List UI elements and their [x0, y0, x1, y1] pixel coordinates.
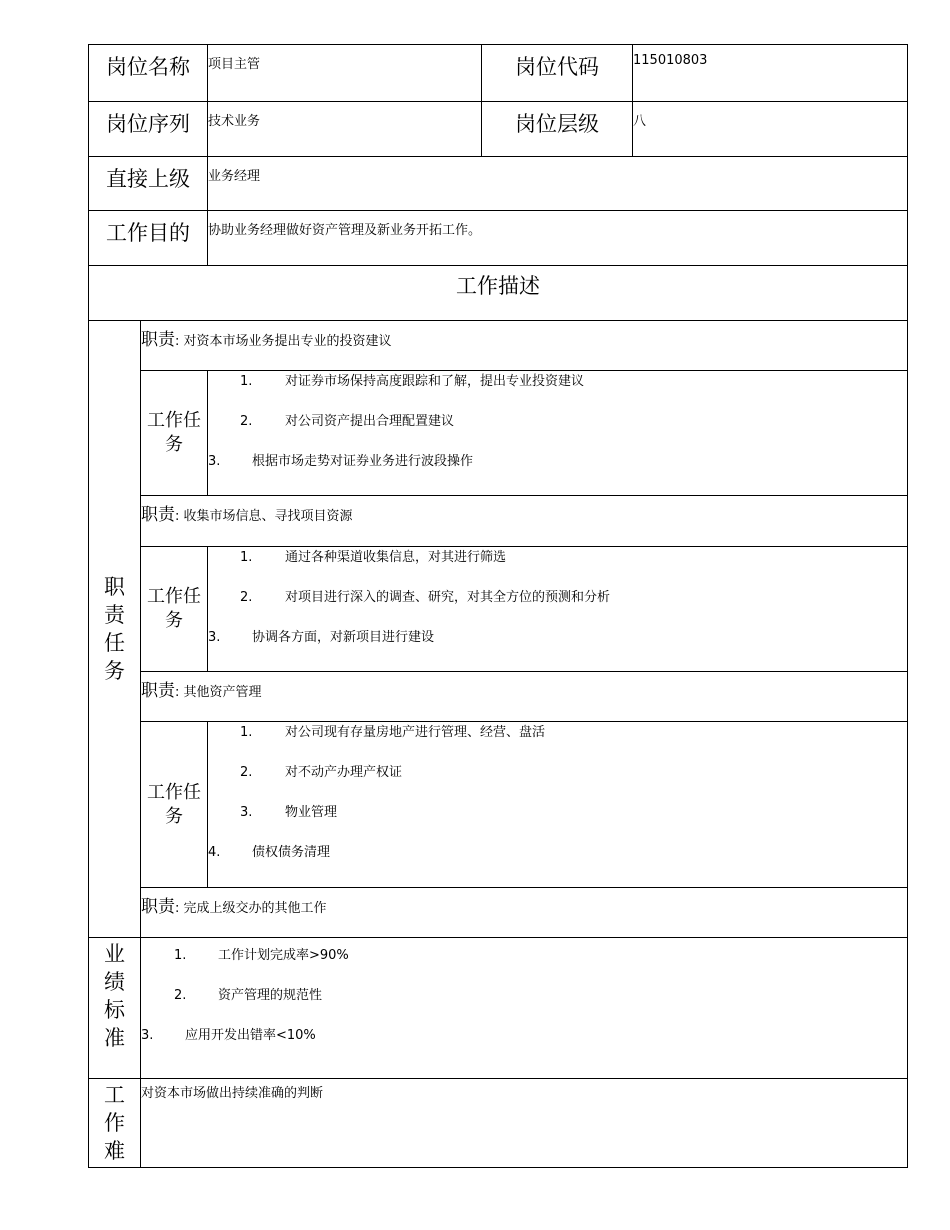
list-item	[208, 765, 907, 805]
task-text: 对公司现有存量房地产进行管理、经营、盘活	[285, 725, 546, 740]
task-text: 对公司资产提出合理配置建议	[285, 414, 455, 429]
list-item	[208, 550, 907, 590]
list-item	[141, 948, 907, 988]
task-label	[141, 722, 208, 888]
duty-row	[89, 321, 908, 371]
difficulty-label	[89, 1079, 141, 1168]
duty-prefix: 职责	[141, 505, 175, 525]
list-item	[208, 630, 907, 670]
task-label-line: 工作任	[147, 781, 201, 803]
task-text: 对项目进行深入的调查、研究，对其全方位的预测和分析	[285, 590, 611, 605]
performance-text: 工作计划完成率>90%	[218, 948, 349, 963]
position-name-label: 岗位名称	[89, 45, 208, 102]
list-item	[208, 374, 907, 414]
list-item	[208, 414, 907, 454]
performance-number: 1.	[174, 948, 187, 963]
description-title-row	[89, 266, 908, 321]
task-list-1	[208, 371, 908, 496]
header-row-2	[89, 102, 908, 157]
task-row	[89, 547, 908, 672]
duty-title: : 其他资产管理	[175, 685, 262, 700]
task-number: 3.	[208, 454, 221, 469]
sequence-value: 技术业务	[208, 102, 482, 157]
list-item	[141, 1028, 907, 1068]
duties-section-label	[89, 321, 141, 938]
duty-3	[141, 672, 908, 722]
task-label-line: 务	[165, 434, 183, 455]
superior-label: 直接上级	[89, 157, 208, 211]
duty-prefix: 职责	[141, 681, 175, 701]
difficulty-label-char: 作	[104, 1111, 125, 1135]
level-label: 岗位层级	[482, 102, 633, 157]
difficulty-text: 对资本市场做出持续准确的判断	[141, 1079, 908, 1168]
task-text: 债权债务清理	[252, 845, 331, 860]
sequence-label: 岗位序列	[89, 102, 208, 157]
task-list-3	[208, 722, 908, 888]
duty-4	[141, 888, 908, 938]
performance-number: 2.	[174, 988, 187, 1003]
task-number: 2.	[240, 765, 253, 780]
list-item	[208, 805, 907, 845]
task-number: 3.	[240, 805, 253, 820]
purpose-value: 协助业务经理做好资产管理及新业务开拓工作。	[208, 211, 908, 266]
task-label-line: 工作任	[147, 586, 201, 607]
task-number: 2.	[240, 414, 253, 429]
description-title: 工作描述	[89, 266, 908, 321]
task-number: 1.	[240, 725, 253, 740]
level-value: 八	[633, 102, 908, 157]
duty-row	[89, 672, 908, 722]
list-item	[141, 988, 907, 1028]
performance-list	[141, 938, 908, 1079]
task-number: 2.	[240, 590, 253, 605]
list-item	[208, 454, 907, 494]
task-number: 1.	[240, 374, 253, 389]
duty-1	[141, 321, 908, 371]
list-item	[208, 590, 907, 630]
task-text: 物业管理	[285, 805, 338, 820]
task-row	[89, 722, 908, 888]
difficulty-label-char: 难	[104, 1139, 125, 1163]
task-text: 根据市场走势对证券业务进行波段操作	[252, 454, 474, 469]
task-text: 对不动产办理产权证	[285, 765, 403, 780]
duty-prefix: 职责	[141, 330, 175, 350]
performance-label	[89, 938, 141, 1079]
duties-label-char: 任	[104, 631, 125, 655]
duties-label-char: 职	[104, 575, 125, 599]
duties-label-char: 责	[104, 603, 125, 627]
task-number: 4.	[208, 845, 221, 860]
duty-title: : 收集市场信息、寻找项目资源	[175, 509, 353, 524]
task-text: 通过各种渠道收集信息，对其进行筛选	[285, 550, 507, 565]
task-label-line: 务	[165, 805, 183, 827]
duty-prefix: 职责	[141, 897, 175, 917]
task-list-2	[208, 547, 908, 672]
position-code-label: 岗位代码	[482, 45, 633, 102]
task-row	[89, 371, 908, 496]
task-label	[141, 547, 208, 672]
position-code-value: 115010803	[633, 45, 908, 102]
duty-row	[89, 496, 908, 547]
difficulty-label-char: 工	[104, 1083, 125, 1107]
list-item	[208, 725, 907, 765]
task-label-line: 务	[165, 610, 183, 631]
superior-value: 业务经理	[208, 157, 908, 211]
performance-label-char: 业	[104, 942, 125, 966]
purpose-label: 工作目的	[89, 211, 208, 266]
duty-title: : 对资本市场业务提出专业的投资建议	[175, 334, 392, 349]
performance-label-char: 准	[104, 1026, 125, 1050]
performance-label-char: 标	[104, 998, 125, 1022]
task-label	[141, 371, 208, 496]
performance-text: 资产管理的规范性	[218, 988, 323, 1003]
header-row-1	[89, 45, 908, 102]
duties-label-char: 务	[104, 659, 125, 683]
header-row-3	[89, 157, 908, 211]
performance-number: 3.	[141, 1028, 154, 1043]
task-label-line: 工作任	[147, 410, 201, 431]
performance-label-char: 绩	[104, 970, 125, 994]
position-name-value: 项目主管	[208, 45, 482, 102]
job-description-table	[88, 44, 908, 1168]
task-number: 1.	[240, 550, 253, 565]
task-text: 对证券市场保持高度跟踪和了解，提出专业投资建议	[285, 374, 585, 389]
performance-text: 应用开发出错率<10%	[185, 1028, 316, 1043]
difficulty-row	[89, 1079, 908, 1168]
task-number: 3.	[208, 630, 221, 645]
header-row-4	[89, 211, 908, 266]
list-item	[208, 845, 907, 885]
duty-row	[89, 888, 908, 938]
task-text: 协调各方面，对新项目进行建设	[252, 630, 435, 645]
performance-row	[89, 938, 908, 1079]
duty-2	[141, 496, 908, 547]
duty-title: : 完成上级交办的其他工作	[175, 901, 327, 916]
